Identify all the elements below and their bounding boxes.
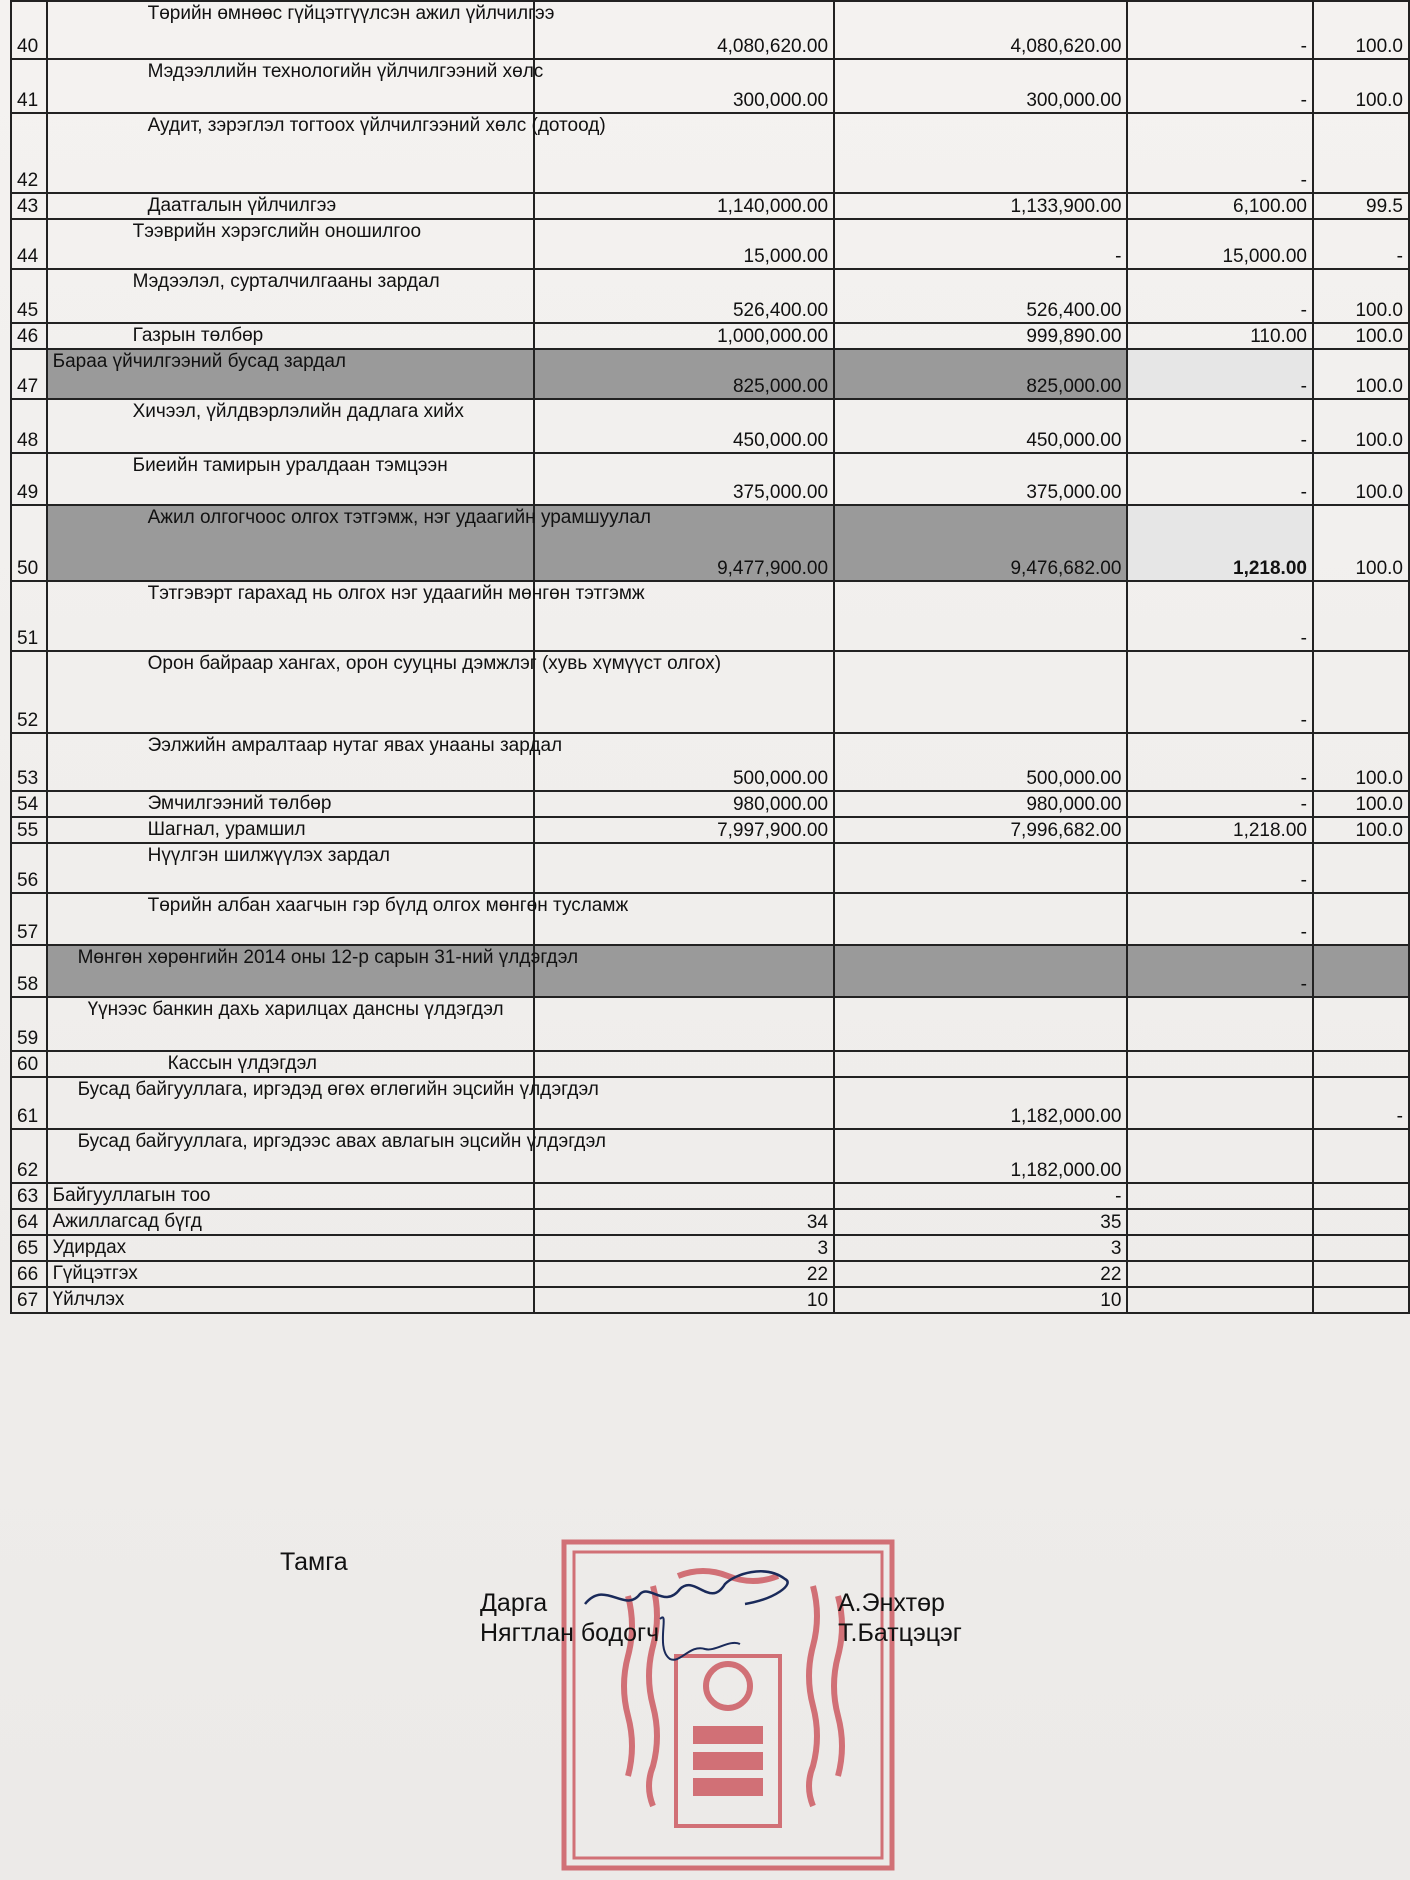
percent xyxy=(1313,1051,1409,1077)
row-label: Ээлжийн амралтаар нутаг явах унааны зардал xyxy=(47,733,535,791)
percent: 99.5 xyxy=(1313,193,1409,219)
row-label: Аудит, зэрэглэл тогтоох үйлчилгээний хөлс (дотоод) xyxy=(47,113,535,193)
actual-amount: 375,000.00 xyxy=(834,453,1127,505)
table-row xyxy=(11,733,1409,791)
actual-amount: 1,133,900.00 xyxy=(834,193,1127,219)
plan-amount: 15,000.00 xyxy=(534,219,834,269)
plan-amount: 7,997,900.00 xyxy=(534,817,834,843)
table-row xyxy=(11,1261,1409,1287)
percent xyxy=(1313,113,1409,193)
row-label: Мэдээллийн технологийн үйлчилгээний хөлс xyxy=(47,59,535,113)
row-number: 60 xyxy=(11,1051,47,1077)
row-number: 55 xyxy=(11,817,47,843)
row-label: Удирдах xyxy=(47,1235,535,1261)
row-number: 62 xyxy=(11,1129,47,1183)
row-label: Даатгалын үйлчилгээ xyxy=(47,193,535,219)
percent xyxy=(1313,581,1409,651)
percent: - xyxy=(1313,1077,1409,1129)
row-label: Газрын төлбөр xyxy=(47,323,535,349)
table-row xyxy=(11,997,1409,1051)
row-label: Гүйцэтгэх xyxy=(47,1261,535,1287)
row-label: Хичээл, үйлдвэрлэлийн дадлага хийх xyxy=(47,399,535,453)
plan-amount: 1,000,000.00 xyxy=(534,323,834,349)
percent: 100.0 xyxy=(1313,1,1409,59)
table-row xyxy=(11,945,1409,997)
table-row xyxy=(11,843,1409,893)
plan-amount: 500,000.00 xyxy=(534,733,834,791)
table-row xyxy=(11,453,1409,505)
table-row xyxy=(11,1129,1409,1183)
row-number: 41 xyxy=(11,59,47,113)
table-row xyxy=(11,1183,1409,1209)
table-row xyxy=(11,1209,1409,1235)
percent xyxy=(1313,1261,1409,1287)
plan-amount: 34 xyxy=(534,1209,834,1235)
difference-amount: - xyxy=(1127,269,1313,323)
row-label: Байгууллагын тоо xyxy=(47,1183,535,1209)
actual-amount: 500,000.00 xyxy=(834,733,1127,791)
difference-amount: - xyxy=(1127,1,1313,59)
plan-amount: 825,000.00 xyxy=(534,349,834,399)
row-label: Биеийн тамирын уралдаан тэмцээн xyxy=(47,453,535,505)
difference-amount: 15,000.00 xyxy=(1127,219,1313,269)
difference-amount: - xyxy=(1127,581,1313,651)
actual-amount: 7,996,682.00 xyxy=(834,817,1127,843)
row-number: 51 xyxy=(11,581,47,651)
difference-amount: - xyxy=(1127,945,1313,997)
percent: - xyxy=(1313,219,1409,269)
actual-amount: 22 xyxy=(834,1261,1127,1287)
actual-amount xyxy=(834,1051,1127,1077)
actual-amount: 450,000.00 xyxy=(834,399,1127,453)
row-label: Төрийн албан хаагчын гэр бүлд олгох мөнгөн тусламж xyxy=(47,893,535,945)
row-label: Бусад байгууллага, иргэдэд өгөх өглөгийн эцсийн үлдэгдэл xyxy=(47,1077,535,1129)
percent: 100.0 xyxy=(1313,59,1409,113)
difference-amount xyxy=(1127,1129,1313,1183)
table-row xyxy=(11,791,1409,817)
actual-amount: 999,890.00 xyxy=(834,323,1127,349)
difference-amount: - xyxy=(1127,349,1313,399)
row-number: 59 xyxy=(11,997,47,1051)
table-row xyxy=(11,1235,1409,1261)
percent xyxy=(1313,1183,1409,1209)
difference-amount: - xyxy=(1127,399,1313,453)
difference-amount: 1,218.00 xyxy=(1127,817,1313,843)
difference-amount xyxy=(1127,1261,1313,1287)
table-row xyxy=(11,1287,1409,1313)
percent xyxy=(1313,843,1409,893)
plan-amount: 300,000.00 xyxy=(534,59,834,113)
plan-amount xyxy=(534,997,834,1051)
row-number: 61 xyxy=(11,1077,47,1129)
percent: 100.0 xyxy=(1313,505,1409,581)
difference-amount xyxy=(1127,997,1313,1051)
actual-amount xyxy=(834,113,1127,193)
actual-amount: 980,000.00 xyxy=(834,791,1127,817)
table-row xyxy=(11,893,1409,945)
table-row xyxy=(11,323,1409,349)
row-number: 43 xyxy=(11,193,47,219)
percent: 100.0 xyxy=(1313,399,1409,453)
row-number: 49 xyxy=(11,453,47,505)
row-number: 47 xyxy=(11,349,47,399)
difference-amount xyxy=(1127,1183,1313,1209)
plan-amount xyxy=(534,1051,834,1077)
actual-amount: 300,000.00 xyxy=(834,59,1127,113)
table-row xyxy=(11,193,1409,219)
stamp-label: Тамга xyxy=(280,1548,348,1576)
row-label: Ажиллагсад бүгд xyxy=(47,1209,535,1235)
percent xyxy=(1313,893,1409,945)
row-number: 65 xyxy=(11,1235,47,1261)
actual-amount: 35 xyxy=(834,1209,1127,1235)
row-label: Кассын үлдэгдэл xyxy=(47,1051,535,1077)
percent xyxy=(1313,1287,1409,1313)
table-row xyxy=(11,399,1409,453)
handwritten-signatures xyxy=(580,1574,840,1664)
table-row xyxy=(11,651,1409,733)
row-label: Үйлчлэх xyxy=(47,1287,535,1313)
table-row xyxy=(11,505,1409,581)
table-row xyxy=(11,1077,1409,1129)
difference-amount: - xyxy=(1127,843,1313,893)
row-number: 67 xyxy=(11,1287,47,1313)
row-number: 66 xyxy=(11,1261,47,1287)
plan-amount: 9,477,900.00 xyxy=(534,505,834,581)
table-row xyxy=(11,1,1409,59)
table-row xyxy=(11,1051,1409,1077)
table-row xyxy=(11,219,1409,269)
actual-amount xyxy=(834,843,1127,893)
row-number: 45 xyxy=(11,269,47,323)
difference-amount: - xyxy=(1127,651,1313,733)
actual-amount: 526,400.00 xyxy=(834,269,1127,323)
row-label: Мэдээлэл, сурталчилгааны зардал xyxy=(47,269,535,323)
row-label: Эмчилгээний төлбөр xyxy=(47,791,535,817)
plan-amount: 980,000.00 xyxy=(534,791,834,817)
actual-amount: - xyxy=(834,1183,1127,1209)
official-seal-stamp xyxy=(558,1536,898,1874)
actual-amount: 825,000.00 xyxy=(834,349,1127,399)
difference-amount: 1,218.00 xyxy=(1127,505,1313,581)
row-number: 40 xyxy=(11,1,47,59)
chief-name: А.Энхтөр xyxy=(838,1589,945,1617)
actual-amount: 4,080,620.00 xyxy=(834,1,1127,59)
percent xyxy=(1313,1235,1409,1261)
actual-amount: 9,476,682.00 xyxy=(834,505,1127,581)
difference-amount: 110.00 xyxy=(1127,323,1313,349)
row-number: 53 xyxy=(11,733,47,791)
row-number: 46 xyxy=(11,323,47,349)
plan-amount: 3 xyxy=(534,1235,834,1261)
actual-amount xyxy=(834,997,1127,1051)
percent xyxy=(1313,1209,1409,1235)
plan-amount: 10 xyxy=(534,1287,834,1313)
actual-amount xyxy=(834,893,1127,945)
plan-amount xyxy=(534,843,834,893)
row-label: Мөнгөн хөрөнгийн 2014 оны 12-р сарын 31-ний үлдэгдэл xyxy=(47,945,535,997)
percent: 100.0 xyxy=(1313,817,1409,843)
table-row xyxy=(11,349,1409,399)
row-label: Төрийн өмнөөс гүйцэтгүүлсэн ажил үйлчилгээ xyxy=(47,1,535,59)
difference-amount: - xyxy=(1127,59,1313,113)
actual-amount: 1,182,000.00 xyxy=(834,1077,1127,1129)
row-label: Тээврийн хэрэгслийн оношилгоо xyxy=(47,219,535,269)
row-number: 63 xyxy=(11,1183,47,1209)
percent: 100.0 xyxy=(1313,349,1409,399)
percent: 100.0 xyxy=(1313,791,1409,817)
row-number: 58 xyxy=(11,945,47,997)
table-row xyxy=(11,59,1409,113)
plan-amount xyxy=(534,945,834,997)
plan-amount: 375,000.00 xyxy=(534,453,834,505)
accountant-role: Нягтлан бодогч xyxy=(480,1619,660,1647)
actual-amount xyxy=(834,581,1127,651)
percent xyxy=(1313,945,1409,997)
actual-amount: - xyxy=(834,219,1127,269)
plan-amount xyxy=(534,1183,834,1209)
actual-amount: 10 xyxy=(834,1287,1127,1313)
row-number: 52 xyxy=(11,651,47,733)
percent: 100.0 xyxy=(1313,733,1409,791)
row-number: 44 xyxy=(11,219,47,269)
row-label: Бусад байгууллага, иргэдээс авах авлагын эцсийн үлдэгдэл xyxy=(47,1129,535,1183)
row-number: 56 xyxy=(11,843,47,893)
difference-amount xyxy=(1127,1209,1313,1235)
actual-amount: 1,182,000.00 xyxy=(834,1129,1127,1183)
difference-amount xyxy=(1127,1051,1313,1077)
difference-amount xyxy=(1127,1287,1313,1313)
table-row xyxy=(11,113,1409,193)
row-label: Үүнээс банкин дахь харилцах дансны үлдэгдэл xyxy=(47,997,535,1051)
budget-table xyxy=(10,0,1410,1314)
difference-amount: - xyxy=(1127,733,1313,791)
chief-role: Дарга xyxy=(480,1589,548,1617)
accountant-name: Т.Батцэцэг xyxy=(838,1619,962,1647)
difference-amount: - xyxy=(1127,113,1313,193)
row-number: 48 xyxy=(11,399,47,453)
table-body xyxy=(11,1,1409,1313)
row-number: 54 xyxy=(11,791,47,817)
percent xyxy=(1313,997,1409,1051)
row-label: Нүүлгэн шилжүүлэх зардал xyxy=(47,843,535,893)
table-row xyxy=(11,581,1409,651)
plan-amount: 526,400.00 xyxy=(534,269,834,323)
actual-amount xyxy=(834,651,1127,733)
difference-amount xyxy=(1127,1235,1313,1261)
row-number: 57 xyxy=(11,893,47,945)
percent xyxy=(1313,1129,1409,1183)
percent: 100.0 xyxy=(1313,453,1409,505)
actual-amount xyxy=(834,945,1127,997)
row-label: Орон байраар хангах, орон сууцны дэмжлэг (хувь хүмүүст олгох) xyxy=(47,651,535,733)
difference-amount: 6,100.00 xyxy=(1127,193,1313,219)
plan-amount: 1,140,000.00 xyxy=(534,193,834,219)
row-number: 42 xyxy=(11,113,47,193)
difference-amount: - xyxy=(1127,791,1313,817)
row-number: 50 xyxy=(11,505,47,581)
row-label: Шагнал, урамшил xyxy=(47,817,535,843)
row-label: Ажил олгогчоос олгох тэтгэмж, нэг удаагийн урамшуулал xyxy=(47,505,535,581)
percent xyxy=(1313,651,1409,733)
actual-amount: 3 xyxy=(834,1235,1127,1261)
plan-amount: 22 xyxy=(534,1261,834,1287)
percent: 100.0 xyxy=(1313,323,1409,349)
difference-amount: - xyxy=(1127,453,1313,505)
table-row xyxy=(11,817,1409,843)
table-row xyxy=(11,269,1409,323)
plan-amount: 4,080,620.00 xyxy=(534,1,834,59)
plan-amount: 450,000.00 xyxy=(534,399,834,453)
row-label: Тэтгэвэрт гарахад нь олгох нэг удаагийн мөнгөн тэтгэмж xyxy=(47,581,535,651)
percent: 100.0 xyxy=(1313,269,1409,323)
row-label: Бараа үйчилгээний бусад зардал xyxy=(47,349,535,399)
difference-amount xyxy=(1127,1077,1313,1129)
difference-amount: - xyxy=(1127,893,1313,945)
row-number: 64 xyxy=(11,1209,47,1235)
